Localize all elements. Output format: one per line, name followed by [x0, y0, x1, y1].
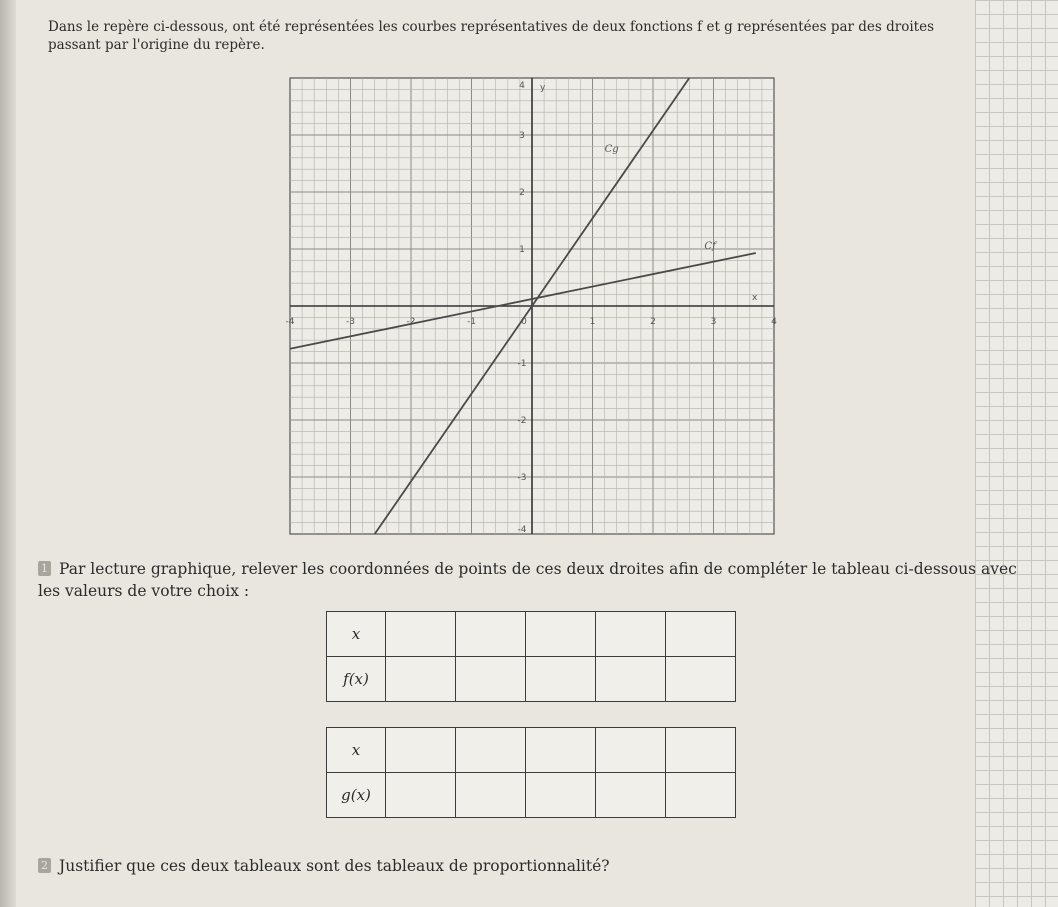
curve-g-label: Cg	[604, 144, 619, 156]
table-f-x-cell[interactable]	[596, 612, 666, 657]
table-g-x-label: x	[327, 728, 386, 773]
table-f-fx-cell[interactable]	[456, 657, 526, 702]
value-table-f	[326, 611, 736, 702]
table-g-x-cell[interactable]	[456, 728, 526, 773]
table-f-fx-cell[interactable]	[386, 657, 456, 702]
question-2-number: 2	[38, 858, 51, 873]
x-tick-label: 3	[710, 317, 717, 327]
intro-text: Dans le repère ci-dessous, ont été représentées les courbes représentatives de deux fonctions f et g représentées par des droites passant par l'origine du repère.	[48, 19, 935, 53]
table-g-x-cell[interactable]	[666, 728, 736, 773]
y-tick-label: -4	[517, 525, 527, 535]
grid-paper-margin	[975, 0, 1058, 907]
table-f-fx-label: f(x)	[327, 657, 386, 702]
x-tick-label: 2	[650, 317, 656, 327]
table-f-x-label: x	[327, 612, 386, 657]
table-f-x-cell[interactable]	[386, 612, 456, 657]
table-f-fx-cell[interactable]	[526, 657, 596, 702]
table-g-gx-cell[interactable]	[456, 773, 526, 818]
x-tick-label: -3	[346, 317, 355, 327]
x-tick-label: -1	[467, 317, 476, 327]
table-g-gx-label: g(x)	[327, 773, 386, 818]
y-tick-label: 4	[519, 81, 525, 91]
x-axis-label: x	[752, 293, 758, 303]
table-f-x-cell[interactable]	[526, 612, 596, 657]
table-g-gx-cell[interactable]	[386, 773, 456, 818]
y-tick-label: 1	[519, 245, 525, 255]
coordinate-graph	[285, 75, 778, 537]
x-tick-label: -2	[406, 317, 416, 327]
y-tick-label: -3	[517, 473, 527, 483]
question-1-number: 1	[38, 561, 51, 576]
table-f-x-cell[interactable]	[666, 612, 736, 657]
x-tick-label: 0	[521, 317, 527, 327]
table-g-gx-cell[interactable]	[666, 773, 736, 818]
table-f-fx-cell[interactable]	[666, 657, 736, 702]
question-1-text: Par lecture graphique, relever les coordonnées de points de ces deux droites afin de compléter le tableau ci-dessous avec les valeurs de votre choix :	[38, 560, 1017, 600]
y-tick-label: -1	[517, 359, 527, 369]
table-g-gx-cell[interactable]	[596, 773, 666, 818]
curve-f-label: Cf	[704, 241, 716, 252]
y-tick-label: -2	[517, 416, 527, 426]
question-1	[38, 558, 1023, 602]
value-table-g	[326, 727, 736, 818]
table-f-x-cell[interactable]	[456, 612, 526, 657]
table-g-x-cell[interactable]	[526, 728, 596, 773]
x-tick-label: -4	[285, 317, 295, 327]
x-tick-label: 4	[771, 317, 777, 327]
y-axis-label: y	[540, 83, 546, 93]
table-g-x-cell[interactable]	[386, 728, 456, 773]
table-f-fx-cell[interactable]	[596, 657, 666, 702]
x-tick-label: 1	[589, 317, 596, 327]
table-g-x-cell[interactable]	[596, 728, 666, 773]
question-2	[38, 855, 938, 877]
page-shadow	[0, 0, 16, 907]
question-2-text: Justifier que ces deux tableaux sont des tableaux de proportionnalité?	[59, 857, 610, 875]
y-tick-label: 3	[519, 131, 525, 141]
table-g-gx-cell[interactable]	[526, 773, 596, 818]
y-tick-label: 2	[519, 188, 525, 198]
